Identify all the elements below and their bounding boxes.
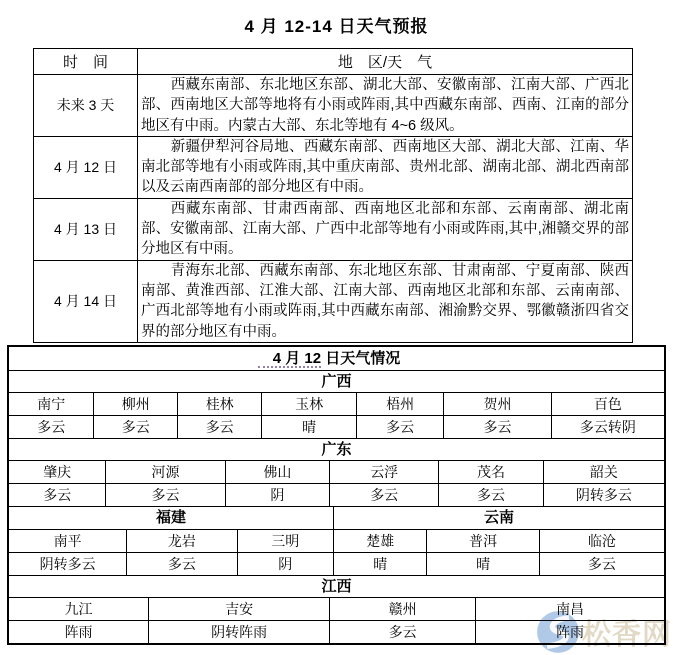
weather-row-fujian-yunnan	[9, 553, 664, 576]
weather-cell: 晴	[334, 553, 427, 575]
city-cell: 柳州	[94, 393, 177, 415]
city-cell: 南平	[9, 530, 127, 552]
weather-cell: 多云	[9, 416, 94, 438]
weather-cell: 多云	[9, 484, 106, 506]
city-cell: 玉林	[262, 393, 356, 415]
weather-row-guangxi	[9, 416, 664, 439]
city-cell: 南昌	[556, 601, 585, 617]
city-cell: 梧州	[357, 393, 444, 415]
weather-cell: 多云	[106, 484, 225, 506]
weather-row-guangdong	[9, 484, 664, 507]
weather-cell: 阴	[238, 553, 334, 575]
weather-cell: 多云	[357, 416, 444, 438]
forecast-time-apr12: 4 月 12 日	[34, 136, 138, 198]
table-row	[34, 198, 633, 260]
forecast-time-next3days: 未来 3 天	[34, 75, 138, 137]
city-cell: 百色	[593, 396, 622, 412]
city-cell: 吉安	[149, 598, 330, 620]
city-row-jiangxi	[9, 598, 664, 621]
province-header-guangxi: 广西	[9, 371, 664, 393]
city-cell: 普洱	[427, 530, 539, 552]
city-cell: 河源	[106, 461, 225, 483]
weather-cell: 阴转多云	[9, 553, 127, 575]
city-cell: 桂林	[178, 393, 262, 415]
table-row	[34, 136, 633, 198]
city-cell: 赣州	[330, 598, 476, 620]
city-cell: 九江	[9, 598, 149, 620]
table-row	[34, 260, 633, 342]
weather-cell: 阴转阵雨	[149, 621, 330, 643]
city-cell: 茂名	[439, 461, 543, 483]
city-cell: 临沧	[587, 533, 616, 549]
city-row-guangxi	[9, 393, 664, 416]
watermark-text: 松香网	[582, 618, 673, 651]
weather-cell: 多云	[330, 484, 439, 506]
city-row-fujian-yunnan	[9, 530, 664, 553]
city-cell: 韶关	[589, 464, 618, 480]
weather-cell: 多云	[330, 621, 476, 643]
province-header-yunnan: 云南	[483, 509, 514, 526]
weather-cell: 多云	[444, 416, 551, 438]
city-cell: 佛山	[226, 461, 330, 483]
daily-weather-table	[7, 345, 666, 645]
province-header-jiangxi: 江西	[9, 576, 664, 598]
city-cell: 贺州	[444, 393, 551, 415]
daily-table-title-text: 4 月 12 日天气情况	[272, 350, 401, 367]
forecast-text-apr13: 西藏东南部、甘肃西南部、西南地区北部和东部、云南南部、湖北南部、安徽南部、江南大部、广西中北部等地有小雨或阵雨,其中,湘赣交界的部分地区有中雨。	[138, 198, 633, 260]
city-cell: 龙岩	[127, 530, 237, 552]
weather-row-jiangxi	[9, 621, 664, 643]
weather-cell: 多云	[439, 484, 543, 506]
city-cell: 楚雄	[334, 530, 427, 552]
city-cell: 肇庆	[9, 461, 106, 483]
weather-cell: 阴转多云	[575, 487, 632, 503]
city-cell: 云浮	[330, 461, 439, 483]
forecast-header-region: 地 区/天 气	[138, 49, 633, 75]
weather-cell: 多云	[587, 556, 616, 572]
weather-cell: 晴	[262, 416, 356, 438]
province-header-fujian: 福建	[9, 507, 334, 529]
table-row	[34, 75, 633, 137]
city-cell: 三明	[238, 530, 334, 552]
weather-cell: 多云	[127, 553, 237, 575]
weather-cell: 晴	[427, 553, 539, 575]
weather-cell: 阵雨	[9, 621, 149, 643]
daily-table-title	[9, 347, 664, 371]
page-title: 4 月 12-14 日天气预报	[244, 17, 429, 36]
forecast-time-apr13: 4 月 13 日	[34, 198, 138, 260]
spellcheck-underline	[258, 366, 321, 368]
forecast-text-next3days: 西藏东南部、东北地区东部、湖北大部、安徽南部、江南大部、广西北部、西南地区大部等地将有小雨或阵雨,其中西藏东南部、西南、江南的部分地区有中雨。内蒙古大部、东北等地有 4~6 级风。	[138, 75, 633, 137]
weather-cell: 阵雨	[556, 624, 585, 640]
city-cell: 南宁	[9, 393, 94, 415]
forecast-text-apr14: 青海东北部、西藏东南部、东北地区东部、甘肃南部、宁夏南部、陕西南部、黄淮西部、江淮大部、江南大部、西南地区北部和东部、云南南部、广西北部等地有小雨或阵雨,其中西藏东南部、湘渝黔交界、鄂徽赣浙四省交界的部分地区有中雨。	[138, 260, 633, 342]
province-header-fujian-yunnan	[9, 507, 664, 530]
city-row-guangdong	[9, 461, 664, 484]
weather-cell: 多云	[94, 416, 177, 438]
forecast-time-apr14: 4 月 14 日	[34, 260, 138, 342]
province-header-guangdong: 广东	[9, 439, 664, 461]
forecast-header-row	[34, 49, 633, 75]
weather-cell: 多云	[178, 416, 262, 438]
forecast-header-time: 时 间	[34, 49, 138, 75]
weather-cell: 多云转阴	[579, 419, 636, 435]
weather-cell: 阴	[226, 484, 330, 506]
forecast-table	[33, 48, 633, 343]
forecast-text-apr12: 新疆伊犁河谷局地、西藏东南部、西南地区大部、湖北大部、江南、华南北部等地有小雨或阵雨,其中重庆南部、贵州北部、湖南北部、湖北西南部以及云南西南部的部分地区有中雨。	[138, 136, 633, 198]
